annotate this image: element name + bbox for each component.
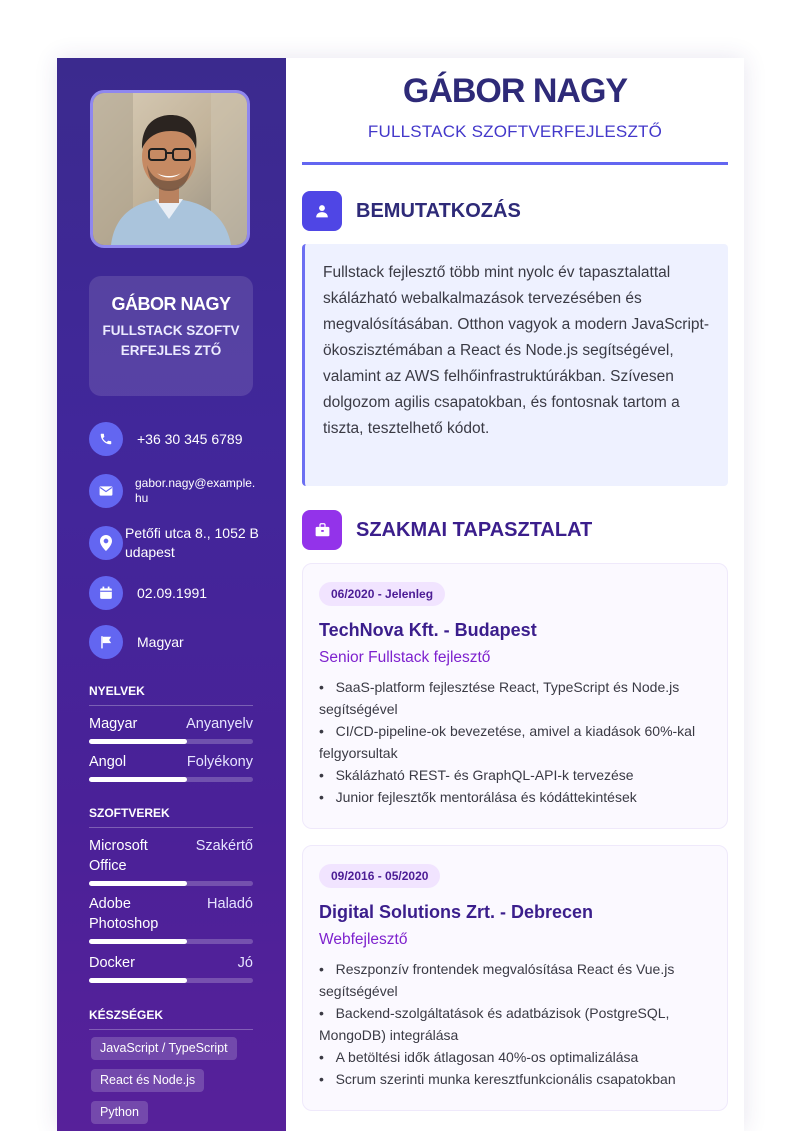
- contact-nationality: [89, 625, 259, 659]
- about-section-header: [302, 191, 521, 231]
- language-level-bar: [89, 777, 253, 782]
- job-bullet: • SaaS-platform fejlesztése React, TypeScript és Node.js segítségével: [319, 679, 680, 717]
- profile-photo: [90, 90, 250, 248]
- job-bullet: • Junior fejlesztők mentorálása és kódáttekintések: [319, 789, 637, 805]
- phone-icon: [89, 422, 123, 456]
- software-item: [89, 953, 253, 983]
- sidebar-name: GÁBOR NAGY: [111, 294, 231, 314]
- software-level-bar: [89, 939, 253, 944]
- language-name: Magyar: [89, 716, 138, 732]
- page-title: GÁBOR NAGY: [402, 72, 628, 110]
- job-company: TechNova Kft. - Budapest: [319, 620, 537, 640]
- nationality-text: Magyar: [137, 633, 184, 650]
- language-level-bar: [89, 739, 253, 744]
- software-level: Szakértő: [195, 838, 253, 854]
- experience-section-header: [302, 510, 592, 550]
- job-bullet: • CI/CD-pipeline-ok bevezetése, amivel a kiadások 60%-kal felgyorsultak: [319, 723, 696, 761]
- job-role: Senior Fullstack fejlesztő: [319, 649, 491, 666]
- user-icon: [302, 191, 342, 231]
- software-level-bar: [89, 881, 253, 886]
- sidebar-name-card: [89, 276, 253, 396]
- skill-tag: React és Node.js: [91, 1069, 204, 1092]
- software-name: Microsoft Office: [89, 838, 148, 874]
- header-divider: [302, 162, 728, 165]
- sidebar: [57, 58, 286, 1131]
- calendar-icon: [89, 576, 123, 610]
- job-date-badge: 09/2016 - 05/2020: [319, 864, 440, 888]
- language-name: Angol: [89, 754, 127, 770]
- skill-tag: JavaScript / TypeScript: [91, 1037, 237, 1060]
- language-item: [89, 752, 253, 782]
- job-bullet: • Scrum szerinti munka keresztfunkcionális csapatokban: [319, 1071, 676, 1087]
- skills-heading: KÉSZSÉGEK: [89, 1008, 253, 1030]
- contact-birthdate: [89, 576, 259, 610]
- contact-phone: [89, 422, 259, 456]
- software-item: [89, 836, 253, 886]
- email-icon: [89, 474, 123, 508]
- about-text: Fullstack fejlesztő több mint nyolc év tapasztalattal skálázható webalkalmazások tervezésében és megvalósításában. Otthon vagyok a modern JavaScript-ökoszisztémában a React és Node.js segítségével, valamint az AWS felhőinfrastruktúrákban. Szívesen dolgozom agilis csapatokban, és fontosnak tartom a tiszta, tesztelhető kódot.: [302, 244, 728, 486]
- job-role: Webfejlesztő: [319, 931, 408, 948]
- job-bullets: [319, 958, 711, 1090]
- resume-page: [57, 58, 744, 1131]
- phone-text: +36 30 345 6789: [137, 430, 243, 447]
- software-level: Haladó: [207, 896, 253, 912]
- job-bullet: • Reszponzív frontendek megvalósítása React és Vue.js segítségével: [319, 961, 675, 999]
- page-subtitle: FULLSTACK SZOFTVERFEJLESZTŐ: [367, 122, 663, 141]
- address-text: Petőfi utca 8., 1052 Budapest: [125, 525, 259, 560]
- job-entry: [302, 845, 728, 1111]
- job-entry: [302, 563, 728, 829]
- job-bullet: • A betöltési idők átlagosan 40%-os optimalizálása: [319, 1049, 639, 1065]
- briefcase-icon: [302, 510, 342, 550]
- software-level: Jó: [237, 955, 253, 971]
- about-heading: BEMUTATKOZÁS: [356, 199, 521, 222]
- job-bullets: [319, 676, 711, 808]
- language-level: Folyékony: [186, 754, 253, 770]
- software-level-bar: [89, 978, 253, 983]
- skill-tag: Python: [91, 1101, 148, 1124]
- job-bullet: • Skálázható REST- és GraphQL-API-k tervezése: [319, 767, 634, 783]
- job-date-badge: 06/2020 - Jelenleg: [319, 582, 445, 606]
- job-bullet: • Backend-szolgáltatások és adatbázisok (PostgreSQL, MongoDB) integrálása: [319, 1005, 670, 1043]
- sidebar-title: FULLSTACK SZOFTVERFEJLES ZTŐ: [102, 323, 240, 358]
- main-content: [286, 58, 744, 1131]
- software-item: [89, 894, 253, 944]
- software-name: Adobe Photoshop: [89, 896, 159, 932]
- job-company: Digital Solutions Zrt. - Debrecen: [319, 902, 594, 922]
- language-item: [89, 714, 253, 744]
- location-icon: [89, 526, 123, 560]
- contact-address: [89, 524, 259, 562]
- birthdate-text: 02.09.1991: [137, 584, 208, 601]
- email-text: gabor.nagy@example.hu: [135, 476, 256, 505]
- software-heading: SZOFTVEREK: [89, 806, 253, 828]
- flag-icon: [89, 625, 123, 659]
- language-level: Anyanyelv: [186, 716, 253, 732]
- languages-heading: NYELVEK: [89, 684, 253, 706]
- contact-email: [89, 474, 259, 508]
- software-name: Docker: [89, 955, 135, 971]
- experience-heading: SZAKMAI TAPASZTALAT: [356, 518, 593, 541]
